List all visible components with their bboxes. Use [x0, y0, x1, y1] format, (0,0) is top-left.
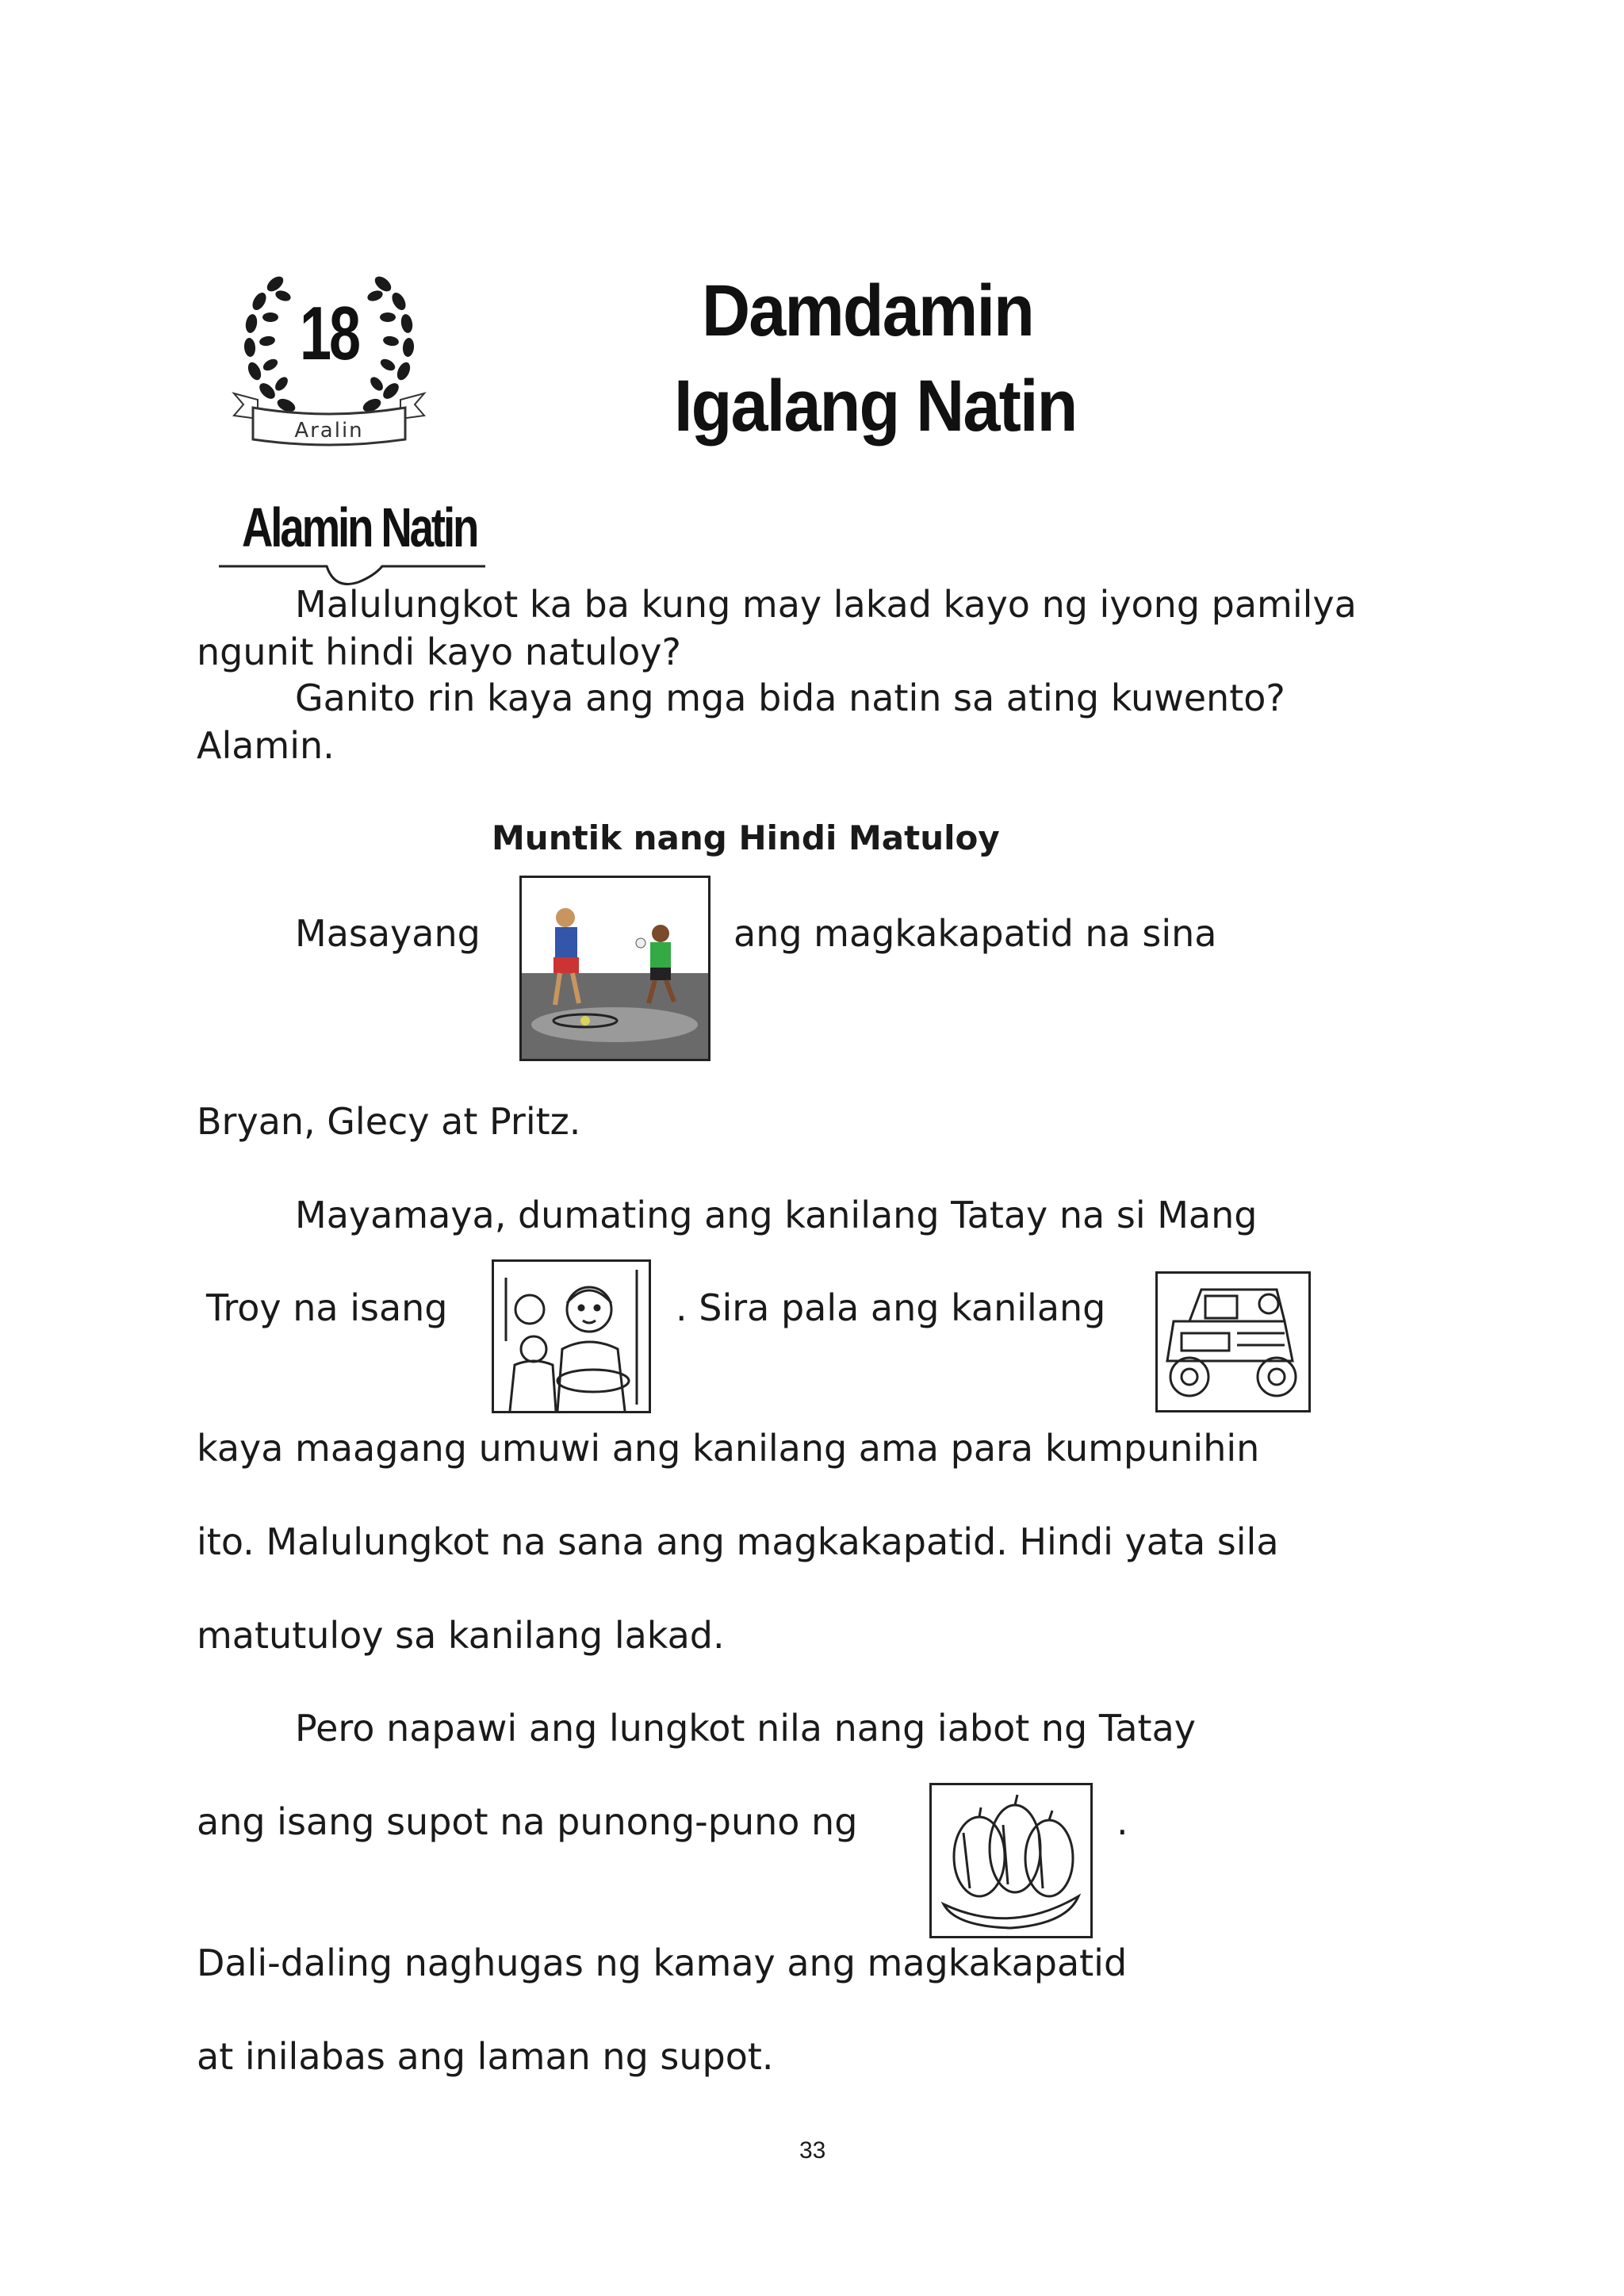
intro-line-4: Alamin. [197, 724, 335, 767]
jeep-picture [1155, 1271, 1311, 1412]
story-p2-e: ito. Malulungkot na sana ang magkakapatid. Hindi yata sila [197, 1520, 1279, 1563]
story-p1-c: Bryan, Glecy at Pritz. [197, 1100, 581, 1143]
story-p3-a: Pero napawi ang lungkot nila nang iabot ng Tatay [295, 1707, 1196, 1750]
mangoes-picture [929, 1783, 1093, 1938]
story-p2-d: kaya maagang umuwi ang kanilang ama para kumpunihin [197, 1427, 1260, 1470]
lesson-number: 18 [299, 291, 359, 376]
story-p2-b: Troy na isang [206, 1286, 448, 1329]
story-p2-f: matutuloy sa kanilang lakad. [197, 1614, 725, 1657]
page-title-line2: Igalang Natin [674, 366, 1077, 447]
driver-picture [492, 1259, 651, 1413]
story-p3-e: at inilabas ang laman ng supot. [197, 2035, 774, 2078]
story-title: Muntik nang Hindi Matuloy [492, 818, 1000, 857]
intro-line-2: ngunit hindi kayo natuloy? [197, 631, 681, 673]
intro-line-3: Ganito rin kaya ang mga bida natin sa ating kuwento? [295, 677, 1285, 719]
intro-line-1: Malulungkot ka ba kung may lakad kayo ng iyong pamilya [295, 583, 1357, 626]
story-p2-a: Mayamaya, dumating ang kanilang Tatay na si Mang [295, 1194, 1258, 1236]
story-p2-c: . Sira pala ang kanilang [676, 1286, 1106, 1329]
story-p3-c: . [1116, 1800, 1128, 1843]
section-heading: Alamin Natin [242, 496, 477, 558]
page-number: 33 [799, 2137, 826, 2164]
story-p1-b: ang magkakapatid na sina [733, 912, 1217, 955]
children-playing-picture [519, 876, 710, 1061]
lesson-badge [226, 252, 432, 458]
story-p1-a: Masayang [295, 912, 481, 955]
story-p3-b: ang isang supot na punong-puno ng [197, 1800, 858, 1843]
page-title-line1: Damdamin [702, 270, 1033, 351]
story-p3-d: Dali-daling naghugas ng kamay ang magkakapatid [197, 1941, 1128, 1984]
lesson-ribbon-label: Aralin [294, 419, 364, 443]
